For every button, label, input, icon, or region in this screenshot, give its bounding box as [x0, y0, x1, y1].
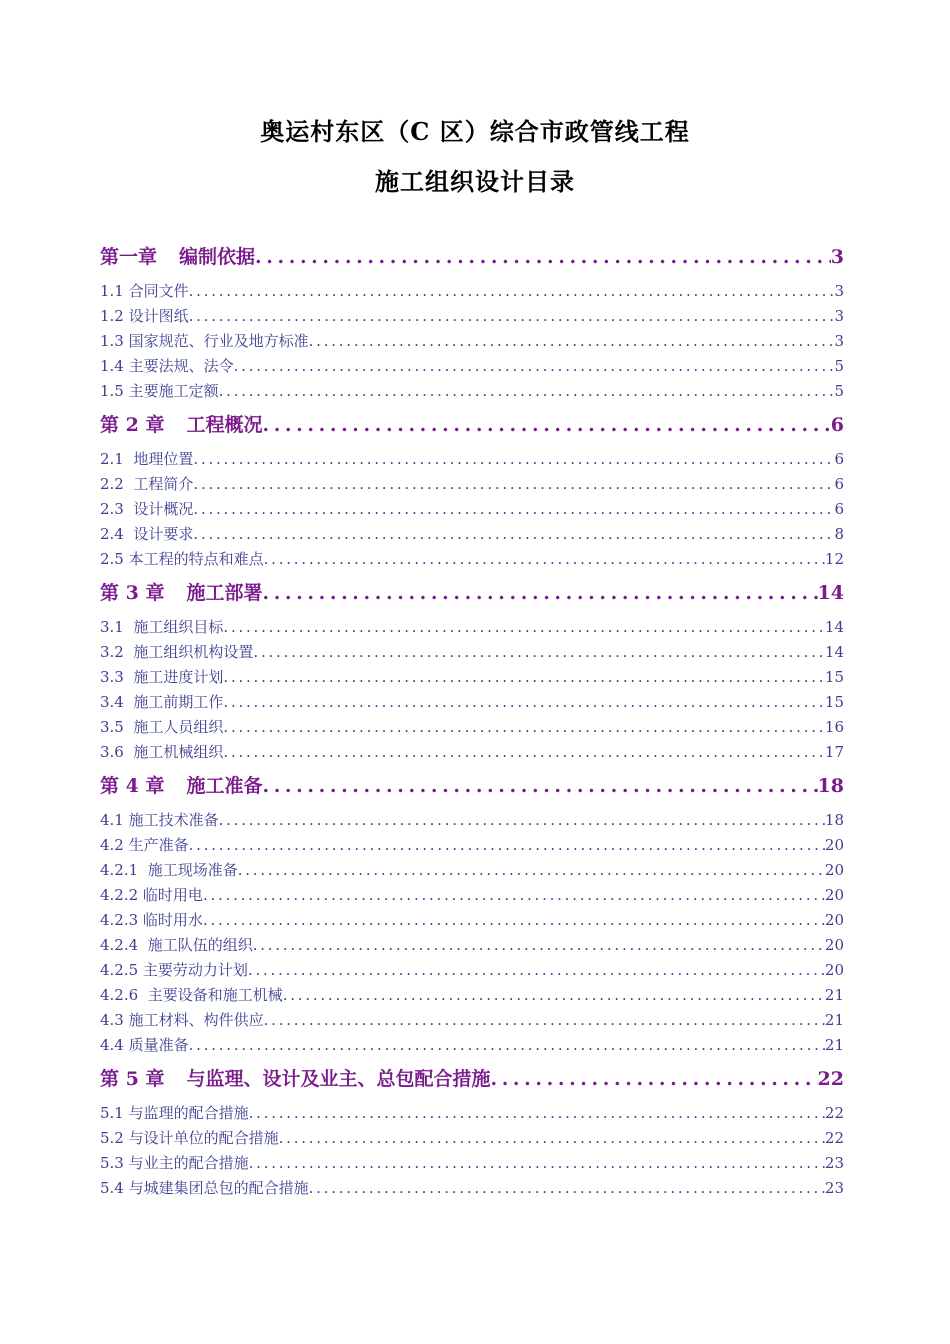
dot-leader	[189, 304, 835, 329]
dot-leader	[223, 715, 825, 740]
toc-section-entry[interactable]	[100, 690, 844, 715]
dot-leader	[193, 447, 834, 472]
section-label: 1.3 国家规范、行业及地方标准	[100, 332, 309, 350]
section-label: 4.2.3 临时用水	[100, 911, 203, 929]
section-label: 2.2 工程简介	[100, 475, 194, 493]
section-label: 4.2.6 主要设备和施工机械	[100, 986, 283, 1004]
toc-section-entry[interactable]	[100, 808, 844, 833]
section-page-number: 20	[824, 886, 844, 904]
dot-leader	[309, 1176, 825, 1201]
chapter-title: 工程概况	[186, 414, 263, 436]
toc-section-entry[interactable]	[100, 447, 844, 472]
section-page-number: 23	[824, 1179, 844, 1197]
section-page-number: 22	[824, 1129, 844, 1147]
toc-section-entry[interactable]	[100, 833, 844, 858]
dot-leader	[309, 329, 835, 354]
section-list	[100, 808, 844, 1058]
toc-section-entry[interactable]	[100, 640, 844, 665]
toc-section-entry[interactable]	[100, 1033, 844, 1058]
section-page-number: 20	[824, 836, 844, 854]
section-page-number: 14	[824, 643, 844, 661]
section-list	[100, 615, 844, 765]
section-page-number: 15	[824, 668, 844, 686]
chapter-page-number: 22	[817, 1068, 844, 1090]
chapter-label	[100, 576, 262, 610]
toc-section-entry[interactable]	[100, 1126, 844, 1151]
section-label: 3.2 施工组织机构设置	[100, 643, 254, 661]
toc-section-entry[interactable]	[100, 983, 844, 1008]
section-label: 4.1 施工技术准备	[100, 811, 219, 829]
section-page-number: 3	[834, 282, 844, 300]
section-list	[100, 1101, 844, 1201]
toc-section-entry[interactable]	[100, 665, 844, 690]
section-label: 3.4 施工前期工作	[100, 693, 224, 711]
section-list	[100, 279, 844, 404]
section-label: 5.4 与城建集团总包的配合措施	[100, 1179, 309, 1197]
chapter-title: 编制依据	[179, 246, 256, 268]
section-page-number: 18	[824, 811, 844, 829]
section-label: 3.5 施工人员组织	[100, 718, 224, 736]
chapter-page-number: 14	[817, 582, 844, 604]
chapter-label	[100, 769, 262, 803]
dot-leader	[238, 858, 825, 883]
toc-chapter-entry[interactable]	[100, 1062, 844, 1096]
dot-leader	[234, 354, 835, 379]
dot-leader	[490, 1062, 817, 1096]
chapter-number: 第一章	[100, 246, 158, 268]
toc-chapter-entry[interactable]	[100, 769, 844, 803]
dot-leader	[193, 497, 834, 522]
toc-chapter-entry[interactable]	[100, 408, 844, 442]
section-label: 2.1 地理位置	[100, 450, 194, 468]
dot-leader	[219, 379, 835, 404]
section-label: 2.4 设计要求	[100, 525, 194, 543]
section-label: 4.4 质量准备	[100, 1036, 189, 1054]
chapter-label	[100, 408, 262, 442]
section-label: 4.2.2 临时用电	[100, 886, 203, 904]
toc-section-entry[interactable]	[100, 354, 844, 379]
section-page-number: 6	[834, 450, 844, 468]
toc-section-entry[interactable]	[100, 1176, 844, 1201]
section-list	[100, 447, 844, 572]
dot-leader	[262, 769, 817, 803]
dot-leader	[279, 1126, 825, 1151]
dot-leader	[248, 958, 825, 983]
dot-leader	[262, 408, 830, 442]
dot-leader	[223, 690, 825, 715]
section-label: 2.5 本工程的特点和难点	[100, 550, 264, 568]
table-of-contents	[100, 236, 844, 1204]
section-page-number: 12	[824, 550, 844, 568]
toc-section-entry[interactable]	[100, 379, 844, 404]
chapter-page-number: 3	[830, 246, 844, 268]
section-page-number: 6	[834, 475, 844, 493]
section-page-number: 5	[834, 357, 844, 375]
toc-section-entry[interactable]	[100, 615, 844, 640]
section-label: 1.5 主要施工定额	[100, 382, 219, 400]
toc-section-entry[interactable]	[100, 858, 844, 883]
dot-leader	[255, 240, 831, 274]
section-page-number: 3	[834, 332, 844, 350]
dot-leader	[189, 1033, 825, 1058]
toc-section-entry[interactable]	[100, 1151, 844, 1176]
toc-section-entry[interactable]	[100, 329, 844, 354]
chapter-page-number: 18	[817, 775, 844, 797]
section-page-number: 22	[824, 1104, 844, 1122]
section-label: 4.2.1 施工现场准备	[100, 861, 238, 879]
section-page-number: 20	[824, 861, 844, 879]
toc-section-entry[interactable]	[100, 279, 844, 304]
section-page-number: 20	[824, 911, 844, 929]
section-page-number: 5	[834, 382, 844, 400]
document-title: 奥运村东区（C 区）综合市政管线工程	[260, 117, 690, 146]
section-label: 4.3 施工材料、构件供应	[100, 1011, 264, 1029]
dot-leader	[223, 615, 825, 640]
section-label: 4.2.5 主要劳动力计划	[100, 961, 248, 979]
toc-chapter-entry[interactable]	[100, 576, 844, 610]
toc-section-entry[interactable]	[100, 472, 844, 497]
dot-leader	[262, 576, 817, 610]
section-label: 4.2.4 施工队伍的组织	[100, 936, 253, 954]
chapter-number: 第 5 章	[100, 1068, 165, 1090]
section-label: 1.1 合同文件	[100, 282, 189, 300]
toc-section-entry[interactable]	[100, 497, 844, 522]
chapter-page-number: 6	[830, 414, 844, 436]
section-label: 5.1 与监理的配合措施	[100, 1104, 249, 1122]
toc-section-entry[interactable]	[100, 933, 844, 958]
dot-leader	[223, 740, 825, 765]
dot-leader	[203, 883, 825, 908]
section-page-number: 20	[824, 961, 844, 979]
toc-section-entry[interactable]	[100, 883, 844, 908]
chapter-label	[100, 1062, 490, 1096]
chapter-number: 第 4 章	[100, 775, 165, 797]
section-page-number: 8	[834, 525, 844, 543]
section-page-number: 14	[824, 618, 844, 636]
toc-chapter-entry[interactable]	[100, 240, 844, 274]
chapter-title: 与监理、设计及业主、总包配合措施	[186, 1068, 491, 1090]
toc-section-entry[interactable]	[100, 958, 844, 983]
section-label: 3.1 施工组织目标	[100, 618, 224, 636]
chapter-label	[100, 240, 255, 274]
chapter-number: 第 2 章	[100, 414, 165, 436]
toc-section-entry[interactable]	[100, 522, 844, 547]
section-page-number: 15	[824, 693, 844, 711]
section-page-number: 21	[824, 1036, 844, 1054]
dot-leader	[203, 908, 825, 933]
dot-leader	[189, 279, 835, 304]
section-label: 2.3 设计概况	[100, 500, 194, 518]
section-page-number: 21	[824, 1011, 844, 1029]
section-label: 1.2 设计图纸	[100, 307, 189, 325]
section-label: 4.2 生产准备	[100, 836, 189, 854]
dot-leader	[219, 808, 825, 833]
dot-leader	[253, 933, 825, 958]
section-page-number: 3	[834, 307, 844, 325]
dot-leader	[189, 833, 825, 858]
dot-leader	[249, 1151, 825, 1176]
section-label: 3.6 施工机械组织	[100, 743, 224, 761]
dot-leader	[193, 472, 834, 497]
section-label: 3.3 施工进度计划	[100, 668, 224, 686]
toc-section-entry[interactable]	[100, 908, 844, 933]
section-label: 5.2 与设计单位的配合措施	[100, 1129, 279, 1147]
section-label: 1.4 主要法规、法令	[100, 357, 234, 375]
dot-leader	[249, 1101, 825, 1126]
chapter-number: 第 3 章	[100, 582, 165, 604]
section-page-number: 20	[824, 936, 844, 954]
section-page-number: 16	[824, 718, 844, 736]
toc-section-entry[interactable]	[100, 304, 844, 329]
section-label: 5.3 与业主的配合措施	[100, 1154, 249, 1172]
section-page-number: 6	[834, 500, 844, 518]
toc-section-entry[interactable]	[100, 547, 844, 572]
section-page-number: 21	[824, 986, 844, 1004]
section-page-number: 23	[824, 1154, 844, 1172]
document-subtitle: 施工组织设计目录	[375, 167, 575, 196]
dot-leader	[264, 547, 825, 572]
dot-leader	[193, 522, 834, 547]
toc-section-entry[interactable]	[100, 715, 844, 740]
chapter-title: 施工部署	[186, 582, 263, 604]
dot-leader	[253, 640, 825, 665]
toc-section-entry[interactable]	[100, 1008, 844, 1033]
dot-leader	[264, 1008, 825, 1033]
section-page-number: 17	[824, 743, 844, 761]
chapter-title: 施工准备	[186, 775, 263, 797]
dot-leader	[283, 983, 825, 1008]
toc-section-entry[interactable]	[100, 740, 844, 765]
toc-section-entry[interactable]	[100, 1101, 844, 1126]
dot-leader	[223, 665, 825, 690]
